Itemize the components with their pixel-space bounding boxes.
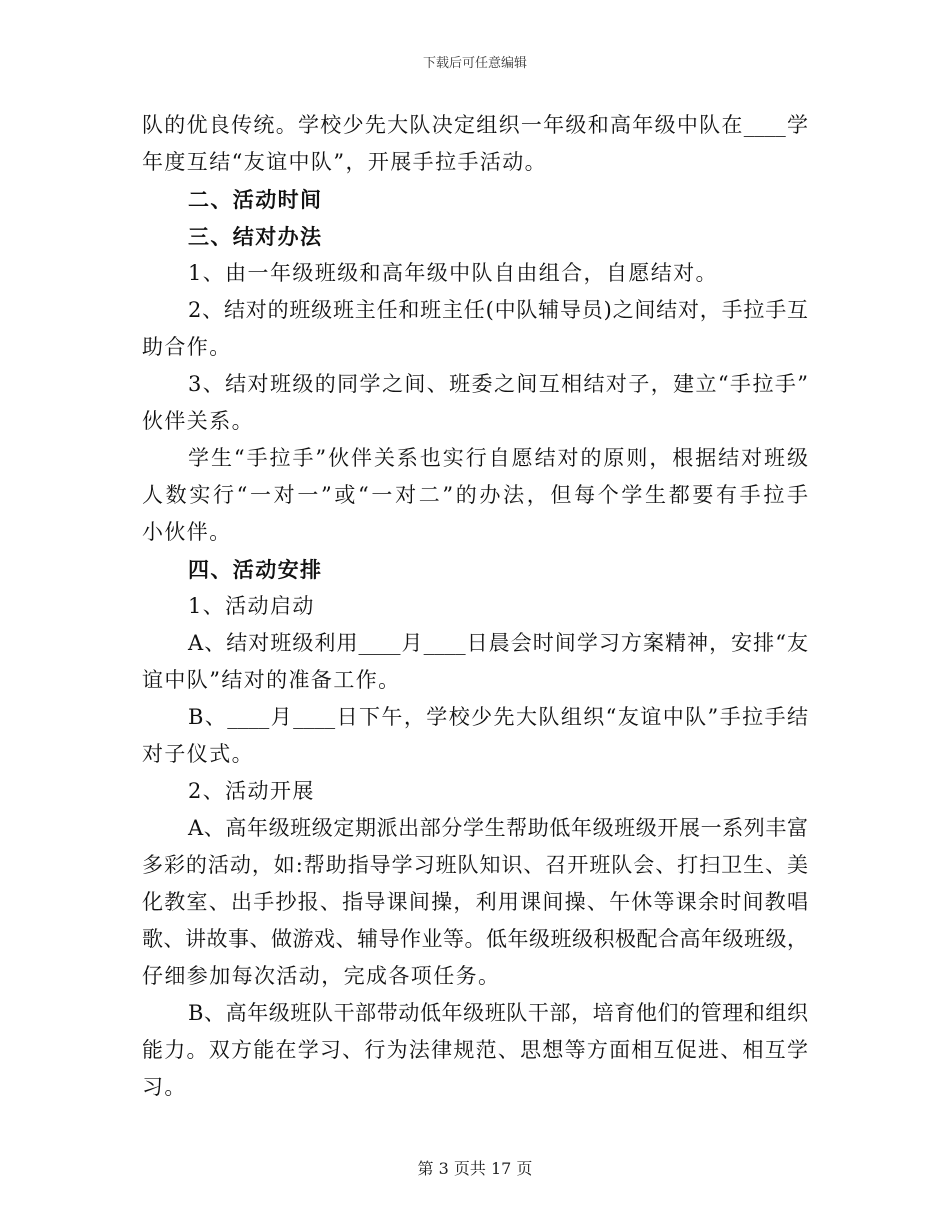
paragraph-line: 多彩的活动，如:帮助指导学习班队知识、召开班队会、打扫卫生、美 <box>142 853 808 877</box>
document-body <box>142 107 808 1106</box>
paragraph-line: 队的优良传统。学校少先大队决定组织一年级和高年级中队在____学 <box>142 113 808 137</box>
paragraph-line: 习。 <box>142 1075 187 1099</box>
paragraph-line: 化教室、出手抄报、指导课间操，利用课间操、午休等课余时间教唱 <box>142 890 808 914</box>
section-heading: 二、活动时间 <box>188 187 323 212</box>
paragraph-line: 小伙伴。 <box>142 520 232 544</box>
paragraph-line: 仔细参加每次活动，完成各项任务。 <box>142 964 501 988</box>
paragraph-line: A、结对班级利用____月____日晨会时间学习方案精神，安排“友 <box>188 631 808 655</box>
paragraph-line: 3、结对班级的同学之间、班委之间互相结对子，建立“手拉手” <box>188 372 808 396</box>
paragraph-line: 能力。双方能在学习、行为法律规范、思想等方面相互促进、相互学 <box>142 1038 808 1062</box>
paragraph-line: 1、由一年级班级和高年级中队自由组合，自愿结对。 <box>188 261 718 285</box>
paragraph-line: 学生“手拉手”伙伴关系也实行自愿结对的原则，根据结对班级 <box>188 446 808 470</box>
subsection-heading: 2、活动开展 <box>188 779 315 803</box>
paragraph-line: 年度互结“友谊中队”，开展手拉手活动。 <box>142 150 548 174</box>
paragraph-line: 歌、讲故事、做游戏、辅导作业等。低年级班级积极配合高年级班级， <box>142 927 808 951</box>
paragraph-line: 伙伴关系。 <box>142 409 254 433</box>
paragraph-line: B、____月____日下午，学校少先大队组织“友谊中队”手拉手结 <box>188 705 808 729</box>
paragraph-line: 对子仪式。 <box>142 742 254 766</box>
page-footer: 第 3 页共 17 页 <box>417 1159 533 1178</box>
paragraph-line: 人数实行“一对一”或“一对二”的办法，但每个学生都要有手拉手 <box>142 483 808 507</box>
subsection-heading: 1、活动启动 <box>188 594 315 618</box>
paragraph-line: A、高年级班级定期派出部分学生帮助低年级班级开展一系列丰富 <box>188 816 808 840</box>
paragraph-line: 谊中队”结对的准备工作。 <box>142 668 401 692</box>
paragraph-line: 助合作。 <box>142 335 232 359</box>
section-heading: 三、结对办法 <box>188 224 323 249</box>
paragraph-line: B、高年级班队干部带动低年级班队干部，培育他们的管理和组织 <box>188 1001 808 1025</box>
paragraph-line: 2、结对的班级班主任和班主任(中队辅导员)之间结对，手拉手互 <box>188 298 808 322</box>
page-header: 下载后可任意编辑 <box>422 56 527 71</box>
section-heading: 四、活动安排 <box>188 557 323 582</box>
